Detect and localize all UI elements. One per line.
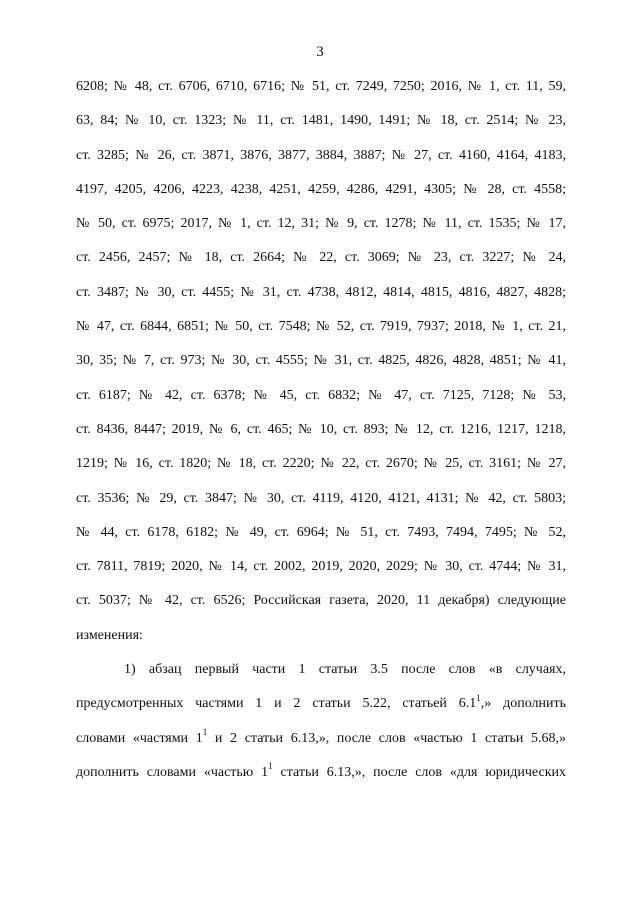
body-text <box>76 70 566 790</box>
superscript: 1 <box>476 692 481 703</box>
amendment-line <box>76 722 566 756</box>
text-line: № 50, ст. 6975; 2017, № 1, ст. 12, 31; № 9, ст. 1278; № 11, ст. 1535; № 17, <box>76 216 566 232</box>
amendment-line <box>76 687 566 721</box>
text-line: ст. 7811, 7819; 2020, № 14, ст. 2002, 2019, 2020, 2029; № 30, ст. 4744; № 31, <box>76 559 566 575</box>
superscript: 1 <box>268 761 273 772</box>
superscript: 1 <box>202 726 208 737</box>
amendment-text: дополнить словами «частью 1 <box>76 764 269 780</box>
page-number: 3 <box>316 44 324 60</box>
text-line: ст. 3536; № 29, ст. 3847; № 30, ст. 4119, 4120, 4121, 4131; № 42, ст. 5803; <box>76 490 566 506</box>
text-line: ст. 6187; № 42, ст. 6378; № 45, ст. 6832; № 47, ст. 7125, 7128; № 53, <box>76 387 566 403</box>
amendment-line <box>76 756 566 790</box>
text-line: 6208; № 48, ст. 6706, 6710, 6716; № 51, ст. 7249, 7250; 2016, № 1, ст. 11, 59, <box>76 79 566 94</box>
text-line: 4197, 4205, 4206, 4223, 4238, 4251, 4259, 4286, 4291, 4305; № 28, ст. 4558; <box>76 181 566 197</box>
text-line: ст. 2456, 2457; № 18, ст. 2664; № 22, ст. 3069; № 23, ст. 3227; № 24, <box>76 250 566 266</box>
amendment-text: предусмотренных частями 1 и 2 статьи 5.22, статьей 6.1 <box>76 696 477 712</box>
text-line: 30, 35; № 7, ст. 973; № 30, ст. 4555; № 31, ст. 4825, 4826, 4828, 4851; № 41, <box>76 353 566 369</box>
amendment-text: словами «частями 1 <box>76 730 203 746</box>
text-line: 63, 84; № 10, ст. 1323; № 11, ст. 1481, 1490, 1491; № 18, ст. 2514; № 23, <box>76 113 566 129</box>
text-line: 1219; № 16, ст. 1820; № 18, ст. 2220; № 22, ст. 2670; № 25, ст. 3161; № 27, <box>76 456 566 472</box>
text-line: ст. 3285; № 26, ст. 3871, 3876, 3877, 3884, 3887; № 27, ст. 4160, 4164, 4183, <box>76 147 566 163</box>
amendment-line: 1) абзац первый части 1 статьи 3.5 после слов «в случаях, <box>124 662 566 678</box>
text-line: ст. 3487; № 30, ст. 4455; № 31, ст. 4738, 4812, 4814, 4815, 4816, 4827, 4828; <box>76 284 566 300</box>
amendment-text: статьи 6.13,», после слов «для юридических <box>272 764 566 780</box>
text-line: № 47, ст. 6844, 6851; № 50, ст. 7548; № 52, ст. 7919, 7937; 2018, № 1, ст. 21, <box>76 319 566 335</box>
amendment-text: и 2 статьи 6.13,», после слов «частью 1 статьи 5.68,» <box>207 730 567 746</box>
text-line: изменения: <box>76 627 143 643</box>
text-line: № 44, ст. 6178, 6182; № 49, ст. 6964; № 51, ст. 7493, 7494, 7495; № 52, <box>76 524 566 540</box>
text-line: ст. 8436, 8447; 2019, № 6, ст. 465; № 10, ст. 893; № 12, ст. 1216, 1217, 1218, <box>76 421 566 437</box>
amendment-text: ,» дополнить <box>480 696 566 712</box>
text-line: ст. 5037; № 42, ст. 6526; Российская газета, 2020, 11 декабря) следующие <box>76 593 566 609</box>
